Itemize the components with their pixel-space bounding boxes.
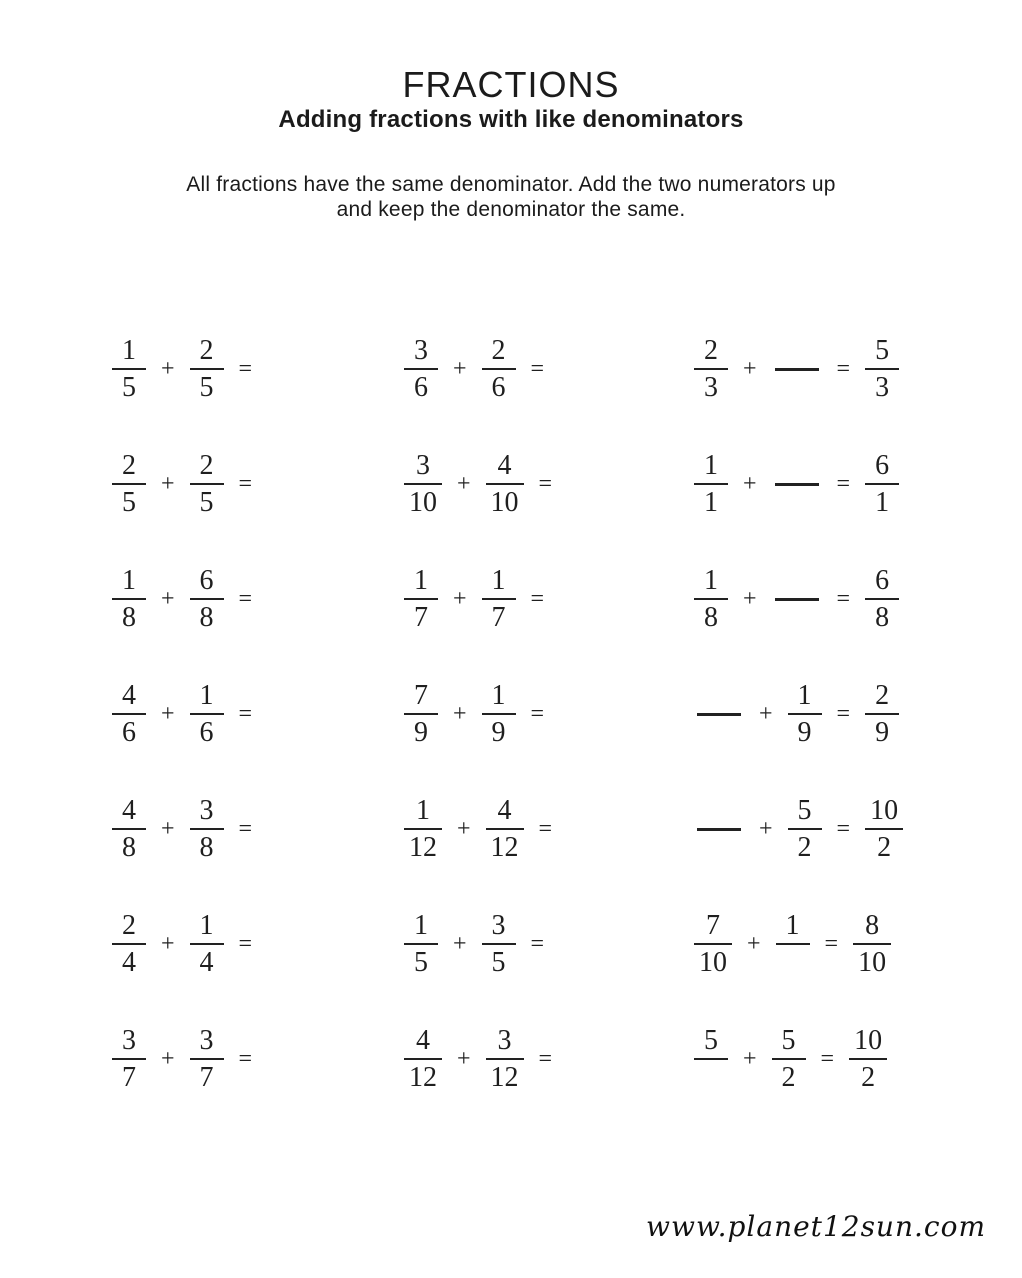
fraction-problem bbox=[404, 1002, 694, 1117]
denominator: 8 bbox=[122, 602, 136, 633]
blank-fraction-line bbox=[775, 598, 819, 601]
denominator: 5 bbox=[199, 372, 214, 403]
blank-fraction-line bbox=[775, 368, 819, 371]
page-title: FRACTIONS bbox=[402, 64, 620, 105]
numerator: 7 bbox=[706, 910, 720, 941]
denominator bbox=[699, 1063, 723, 1093]
numerator: 1 bbox=[704, 450, 718, 481]
fraction-addend-1 bbox=[404, 1026, 442, 1093]
denominator: 5 bbox=[491, 947, 506, 978]
denominator: 5 bbox=[414, 947, 428, 978]
numerator: 2 bbox=[122, 910, 136, 941]
plus-sign: + bbox=[161, 586, 175, 612]
numerator: 1 bbox=[199, 680, 214, 711]
denominator bbox=[781, 948, 805, 978]
fraction-addend-2 bbox=[190, 336, 224, 403]
fraction-bar bbox=[694, 598, 728, 600]
fraction-addend-1 bbox=[112, 336, 146, 403]
fraction-bar bbox=[482, 943, 516, 945]
denominator: 7 bbox=[414, 602, 428, 633]
denominator: 6 bbox=[122, 717, 136, 748]
fraction-bar bbox=[404, 483, 442, 485]
numerator: 5 bbox=[704, 1025, 718, 1056]
fraction-addend-1 bbox=[112, 451, 146, 518]
fraction-bar bbox=[482, 368, 516, 370]
numerator: 3 bbox=[416, 450, 430, 481]
plus-sign: + bbox=[453, 701, 467, 727]
instructions-line-1: All fractions have the same denominator. Add the two numerators up bbox=[186, 173, 836, 196]
numerator: 1 bbox=[416, 795, 430, 826]
fraction-problem bbox=[404, 887, 694, 1002]
numerator: 6 bbox=[875, 450, 890, 481]
equals-sign: = bbox=[530, 356, 545, 382]
equals-sign: = bbox=[538, 471, 553, 497]
fraction-bar bbox=[404, 713, 438, 715]
fraction-bar bbox=[865, 598, 899, 600]
fraction-problem bbox=[404, 542, 694, 657]
fraction-bar bbox=[190, 598, 224, 600]
numerator: 8 bbox=[865, 910, 880, 941]
fraction-addend-1 bbox=[694, 451, 728, 518]
denominator: 3 bbox=[875, 372, 890, 403]
fraction-sum bbox=[865, 681, 899, 748]
fraction-addend-2 bbox=[190, 1026, 224, 1093]
fraction-bar bbox=[112, 368, 146, 370]
numerator: 1 bbox=[785, 910, 800, 941]
page-subtitle: Adding fractions with like denominators bbox=[278, 106, 744, 133]
denominator: 8 bbox=[875, 602, 890, 633]
instructions bbox=[0, 172, 1022, 222]
numerator: 4 bbox=[497, 795, 512, 826]
fraction-bar bbox=[694, 1058, 728, 1060]
denominator: 9 bbox=[875, 717, 890, 748]
denominator: 5 bbox=[122, 487, 136, 518]
denominator: 10 bbox=[858, 947, 887, 978]
denominator: 4 bbox=[199, 947, 214, 978]
fraction-problem bbox=[112, 312, 404, 427]
fraction-sum bbox=[849, 1026, 887, 1093]
fraction-bar bbox=[694, 483, 728, 485]
plus-sign: + bbox=[161, 471, 175, 497]
fraction-addend-2 bbox=[190, 681, 224, 748]
fraction-problem bbox=[112, 427, 404, 542]
fraction-bar bbox=[788, 828, 822, 830]
numerator: 1 bbox=[122, 335, 136, 366]
numerator: 1 bbox=[414, 565, 428, 596]
plus-sign: + bbox=[453, 931, 467, 957]
equals-sign: = bbox=[538, 1046, 553, 1072]
fraction-problem bbox=[112, 542, 404, 657]
fraction-bar bbox=[694, 943, 732, 945]
fraction-addend-2 bbox=[190, 566, 224, 633]
fraction-bar bbox=[694, 368, 728, 370]
equals-sign: = bbox=[238, 701, 253, 727]
numerator: 6 bbox=[875, 565, 890, 596]
plus-sign: + bbox=[743, 471, 757, 497]
fraction-addend-2 bbox=[482, 336, 516, 403]
fraction-addend-1 bbox=[694, 1026, 728, 1093]
fraction-addend-1 bbox=[112, 796, 146, 863]
fraction-problem bbox=[694, 887, 903, 1002]
fraction-problem bbox=[404, 657, 694, 772]
fraction-problem bbox=[404, 312, 694, 427]
fraction-sum bbox=[865, 796, 903, 863]
fraction-problem bbox=[694, 772, 903, 887]
denominator: 12 bbox=[409, 1062, 437, 1093]
fraction-addend-1 bbox=[694, 336, 728, 403]
plus-sign: + bbox=[743, 1046, 757, 1072]
fraction-bar bbox=[112, 483, 146, 485]
fraction-bar bbox=[112, 943, 146, 945]
fraction-addend-2 bbox=[486, 796, 524, 863]
fraction-addend-2 bbox=[772, 1026, 806, 1093]
numerator: 4 bbox=[122, 680, 136, 711]
denominator: 10 bbox=[699, 947, 727, 978]
equals-sign: = bbox=[238, 586, 253, 612]
equals-sign: = bbox=[836, 586, 851, 612]
numerator: 2 bbox=[199, 335, 214, 366]
blank-fraction-line bbox=[697, 828, 741, 831]
numerator: 10 bbox=[870, 795, 899, 826]
fraction-problem bbox=[112, 657, 404, 772]
fraction-bar bbox=[112, 713, 146, 715]
fraction-bar bbox=[112, 828, 146, 830]
fraction-addend-1 bbox=[404, 336, 438, 403]
denominator: 10 bbox=[409, 487, 437, 518]
numerator: 4 bbox=[416, 1025, 430, 1056]
denominator: 2 bbox=[877, 832, 892, 863]
numerator: 2 bbox=[122, 450, 136, 481]
fraction-bar bbox=[865, 828, 903, 830]
numerator: 4 bbox=[497, 450, 512, 481]
fraction-addend-1 bbox=[404, 681, 438, 748]
numerator: 2 bbox=[875, 680, 890, 711]
fraction-sum bbox=[865, 451, 899, 518]
fraction-addend-1 bbox=[112, 1026, 146, 1093]
equals-sign: = bbox=[836, 356, 851, 382]
numerator: 10 bbox=[854, 1025, 883, 1056]
fraction-problem bbox=[694, 1002, 903, 1117]
fraction-addend-2 bbox=[482, 566, 516, 633]
denominator: 6 bbox=[491, 372, 506, 403]
plus-sign: + bbox=[759, 701, 773, 727]
numerator: 1 bbox=[414, 910, 428, 941]
plus-sign: + bbox=[161, 816, 175, 842]
fraction-bar bbox=[486, 483, 524, 485]
fraction-sum bbox=[865, 566, 899, 633]
denominator: 10 bbox=[490, 487, 519, 518]
fraction-bar bbox=[404, 1058, 442, 1060]
fraction-addend-1 bbox=[694, 911, 732, 978]
denominator: 8 bbox=[704, 602, 718, 633]
equals-sign: = bbox=[530, 586, 545, 612]
fraction-bar bbox=[190, 483, 224, 485]
fraction-bar bbox=[190, 943, 224, 945]
blank-fraction-line bbox=[697, 713, 741, 716]
equals-sign: = bbox=[836, 471, 851, 497]
numerator: 1 bbox=[704, 565, 718, 596]
denominator: 7 bbox=[122, 1062, 136, 1093]
plus-sign: + bbox=[161, 1046, 175, 1072]
denominator: 9 bbox=[797, 717, 812, 748]
fraction-addend-2 bbox=[190, 451, 224, 518]
numerator: 1 bbox=[797, 680, 812, 711]
numerator: 2 bbox=[491, 335, 506, 366]
fraction-addend-2 bbox=[482, 681, 516, 748]
fraction-bar bbox=[865, 713, 899, 715]
fraction-bar bbox=[404, 598, 438, 600]
fraction-bar bbox=[865, 483, 899, 485]
denominator: 1 bbox=[875, 487, 890, 518]
fraction-problem bbox=[404, 427, 694, 542]
fraction-bar bbox=[849, 1058, 887, 1060]
denominator: 4 bbox=[122, 947, 136, 978]
equals-sign: = bbox=[836, 701, 851, 727]
numerator: 3 bbox=[199, 1025, 214, 1056]
fraction-addend-2 bbox=[776, 911, 810, 978]
fraction-sum bbox=[865, 336, 899, 403]
fraction-bar bbox=[190, 1058, 224, 1060]
fraction-bar bbox=[112, 1058, 146, 1060]
fraction-problem bbox=[694, 312, 903, 427]
denominator: 2 bbox=[797, 832, 812, 863]
denominator: 1 bbox=[704, 487, 718, 518]
fraction-addend-1 bbox=[112, 681, 146, 748]
equals-sign: = bbox=[238, 1046, 253, 1072]
equals-sign: = bbox=[238, 931, 253, 957]
fraction-bar bbox=[482, 713, 516, 715]
fraction-problem bbox=[112, 1002, 404, 1117]
numerator: 7 bbox=[414, 680, 428, 711]
denominator: 8 bbox=[122, 832, 136, 863]
numerator: 1 bbox=[491, 565, 506, 596]
numerator: 1 bbox=[122, 565, 136, 596]
fraction-bar bbox=[112, 598, 146, 600]
plus-sign: + bbox=[453, 586, 467, 612]
fraction-bar bbox=[190, 368, 224, 370]
fraction-addend-1 bbox=[112, 566, 146, 633]
plus-sign: + bbox=[759, 816, 773, 842]
denominator: 9 bbox=[414, 717, 428, 748]
footer-url: www.planet12sun.com bbox=[646, 1210, 986, 1243]
fraction-bar bbox=[776, 943, 810, 945]
denominator: 6 bbox=[414, 372, 428, 403]
numerator: 2 bbox=[199, 450, 214, 481]
fraction-bar bbox=[788, 713, 822, 715]
denominator: 12 bbox=[490, 1062, 519, 1093]
plus-sign: + bbox=[457, 816, 471, 842]
plus-sign: + bbox=[457, 471, 471, 497]
fraction-problem bbox=[112, 887, 404, 1002]
numerator: 1 bbox=[491, 680, 506, 711]
plus-sign: + bbox=[743, 356, 757, 382]
fraction-problem bbox=[112, 772, 404, 887]
equals-sign: = bbox=[824, 931, 839, 957]
fraction-bar bbox=[865, 368, 899, 370]
numerator: 3 bbox=[199, 795, 214, 826]
denominator: 2 bbox=[781, 1062, 796, 1093]
denominator: 6 bbox=[199, 717, 214, 748]
plus-sign: + bbox=[161, 931, 175, 957]
equals-sign: = bbox=[238, 356, 253, 382]
fraction-addend-2 bbox=[482, 911, 516, 978]
fraction-addend-2 bbox=[788, 681, 822, 748]
denominator: 7 bbox=[199, 1062, 214, 1093]
fraction-bar bbox=[404, 943, 438, 945]
equals-sign: = bbox=[238, 471, 253, 497]
fraction-bar bbox=[853, 943, 891, 945]
fraction-problem bbox=[694, 542, 903, 657]
fraction-addend-2 bbox=[486, 451, 524, 518]
denominator: 5 bbox=[199, 487, 214, 518]
denominator: 8 bbox=[199, 832, 214, 863]
problems-grid bbox=[112, 312, 903, 1117]
denominator: 12 bbox=[409, 832, 437, 863]
equals-sign: = bbox=[820, 1046, 835, 1072]
equals-sign: = bbox=[530, 931, 545, 957]
numerator: 2 bbox=[704, 335, 718, 366]
numerator: 1 bbox=[199, 910, 214, 941]
numerator: 5 bbox=[875, 335, 890, 366]
plus-sign: + bbox=[743, 586, 757, 612]
fraction-bar bbox=[404, 368, 438, 370]
fraction-problem bbox=[404, 772, 694, 887]
fraction-bar bbox=[772, 1058, 806, 1060]
fraction-bar bbox=[190, 828, 224, 830]
denominator: 7 bbox=[491, 602, 506, 633]
numerator: 5 bbox=[781, 1025, 796, 1056]
plus-sign: + bbox=[161, 356, 175, 382]
fraction-addend-2 bbox=[486, 1026, 524, 1093]
numerator: 6 bbox=[199, 565, 214, 596]
fraction-addend-1 bbox=[694, 566, 728, 633]
fraction-addend-2 bbox=[190, 911, 224, 978]
equals-sign: = bbox=[836, 816, 851, 842]
plus-sign: + bbox=[161, 701, 175, 727]
equals-sign: = bbox=[530, 701, 545, 727]
plus-sign: + bbox=[453, 356, 467, 382]
fraction-bar bbox=[486, 1058, 524, 1060]
equals-sign: = bbox=[538, 816, 553, 842]
fraction-addend-1 bbox=[404, 566, 438, 633]
fraction-addend-1 bbox=[404, 796, 442, 863]
numerator: 3 bbox=[491, 910, 506, 941]
numerator: 3 bbox=[414, 335, 428, 366]
fraction-addend-1 bbox=[112, 911, 146, 978]
fraction-bar bbox=[190, 713, 224, 715]
numerator: 3 bbox=[497, 1025, 512, 1056]
plus-sign: + bbox=[747, 931, 761, 957]
denominator: 9 bbox=[491, 717, 506, 748]
equals-sign: = bbox=[238, 816, 253, 842]
denominator: 2 bbox=[861, 1062, 876, 1093]
denominator: 12 bbox=[490, 832, 519, 863]
blank-fraction-line bbox=[775, 483, 819, 486]
fraction-addend-2 bbox=[788, 796, 822, 863]
numerator: 3 bbox=[122, 1025, 136, 1056]
numerator: 4 bbox=[122, 795, 136, 826]
fraction-addend-2 bbox=[190, 796, 224, 863]
fraction-problem bbox=[694, 657, 903, 772]
denominator: 3 bbox=[704, 372, 718, 403]
denominator: 5 bbox=[122, 372, 136, 403]
fraction-problem bbox=[694, 427, 903, 542]
instructions-line-2: and keep the denominator the same. bbox=[336, 198, 686, 221]
fraction-bar bbox=[404, 828, 442, 830]
plus-sign: + bbox=[457, 1046, 471, 1072]
fraction-bar bbox=[486, 828, 524, 830]
fraction-sum bbox=[853, 911, 891, 978]
numerator: 5 bbox=[797, 795, 812, 826]
fraction-bar bbox=[482, 598, 516, 600]
fraction-addend-1 bbox=[404, 911, 438, 978]
denominator: 8 bbox=[199, 602, 214, 633]
fraction-addend-1 bbox=[404, 451, 442, 518]
